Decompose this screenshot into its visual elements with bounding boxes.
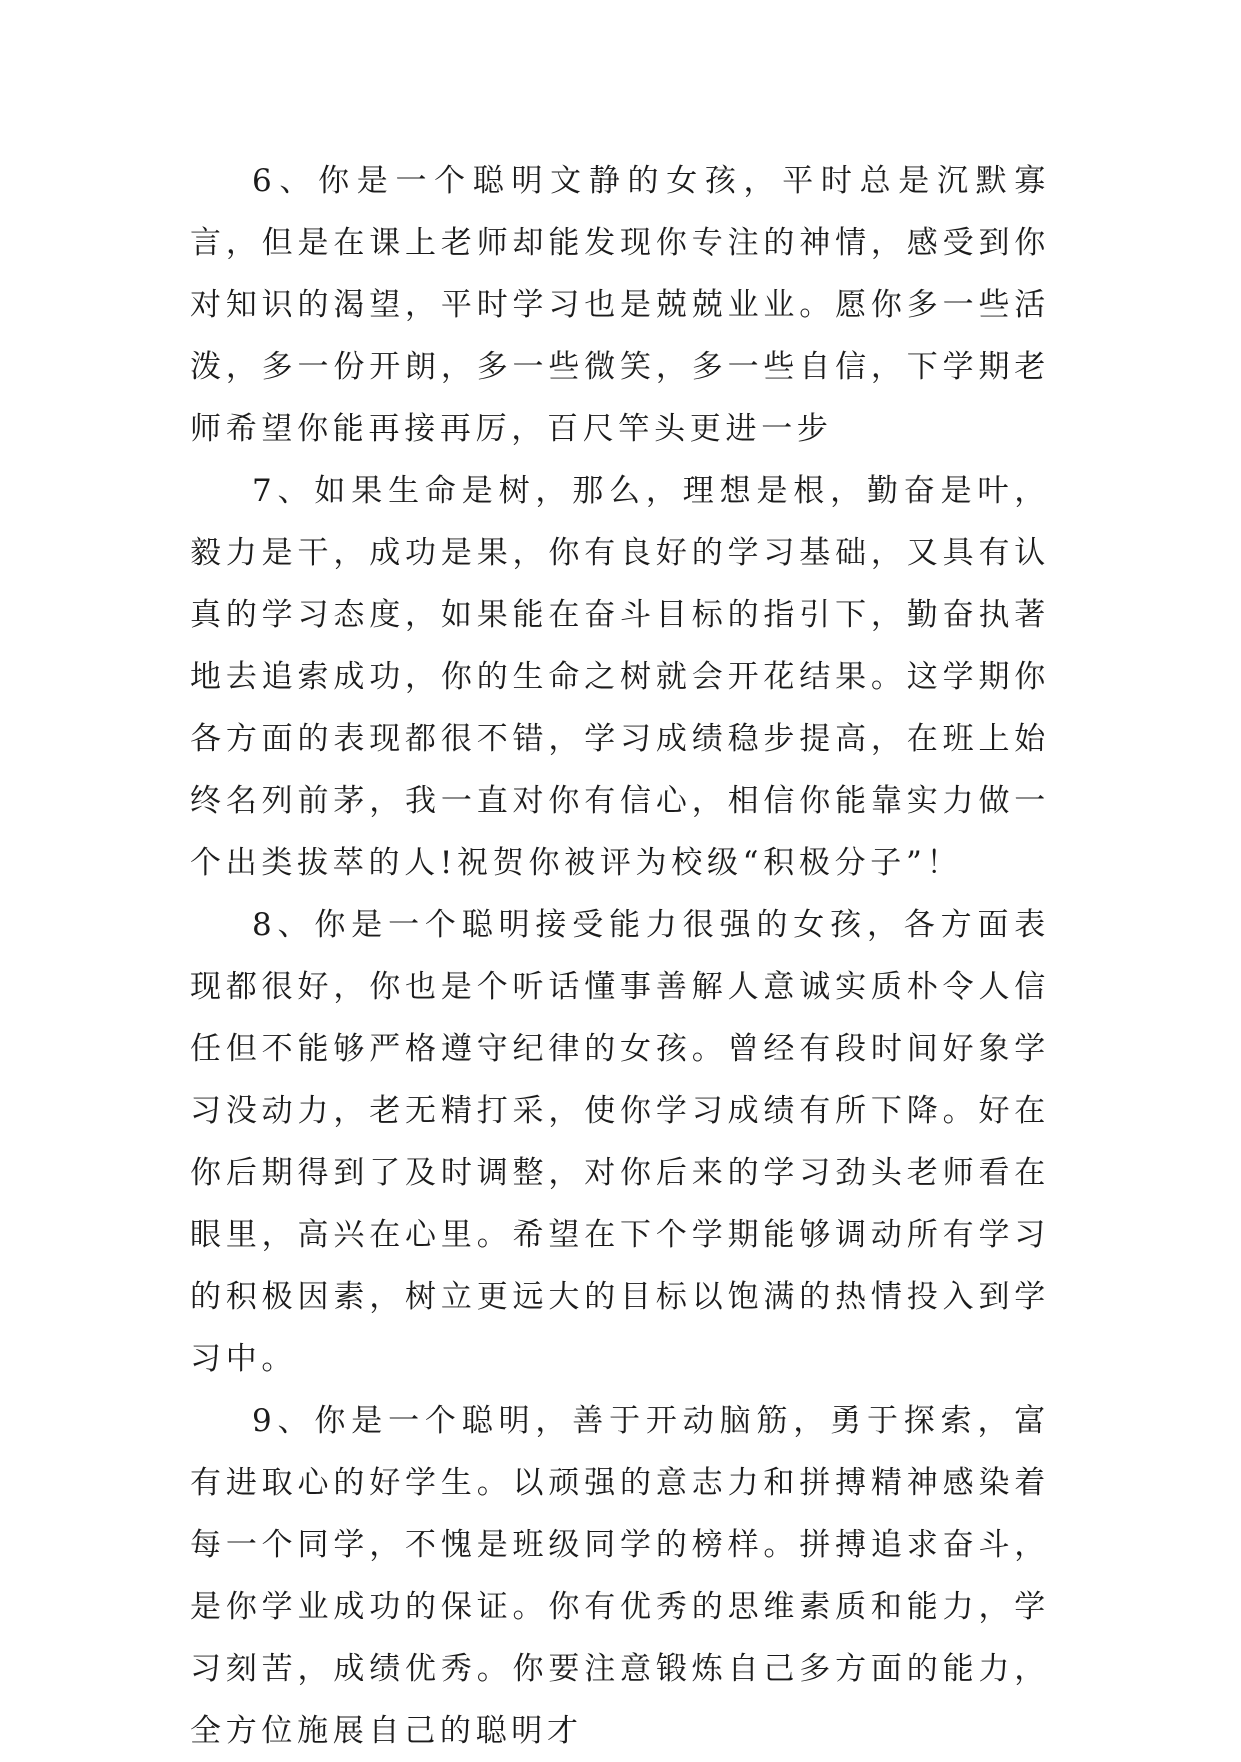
comment-paragraph-8: 8、你是一个聪明接受能力很强的女孩，各方面表现都很好，你也是个听话懂事善解人意诚实质朴令人信任但不能够严格遵守纪律的女孩。曾经有段时间好象学习没动力，老无精打采，使你学习成绩有所下降。好在你后期得到了及时调整，对你后来的学习劲头老师看在眼里，高兴在心里。希望在下个学期能够调动所有学习的积极因素，树立更远大的目标以饱满的热情投入到学习中。 (190, 907, 1050, 1377)
comment-paragraph-7: 7、如果生命是树，那么，理想是根，勤奋是叶，毅力是干，成功是果，你有良好的学习基础，又具有认真的学习态度，如果能在奋斗目标的指引下，勤奋执著地去追索成功，你的生命之树就会开花结果。这学期你各方面的表现都很不错，学习成绩稳步提高，在班上始终名列前茅，我一直对你有信心，相信你能靠实力做一个出类拔萃的人!祝贺你被评为校级“积极分子”！ (190, 473, 1050, 881)
comment-paragraph-9: 9、你是一个聪明，善于开动脑筋，勇于探索，富有进取心的好学生。以顽强的意志力和拼搏精神感染着每一个同学，不愧是班级同学的榜样。拼搏追求奋斗，是你学业成功的保证。你有优秀的思维素质和能力，学习刻苦，成绩优秀。你要注意锻炼自己多方面的能力，全方位施展自己的聪明才 (190, 1403, 1050, 1749)
comment-paragraph-6: 6、你是一个聪明文静的女孩，平时总是沉默寡言，但是在课上老师却能发现你专注的神情，感受到你对知识的渴望，平时学习也是兢兢业业。愿你多一些活泼，多一份开朗，多一些微笑，多一些自信，下学期老师希望你能再接再厉，百尺竿头更进一步 (190, 163, 1050, 447)
document-body (190, 150, 1050, 1762)
